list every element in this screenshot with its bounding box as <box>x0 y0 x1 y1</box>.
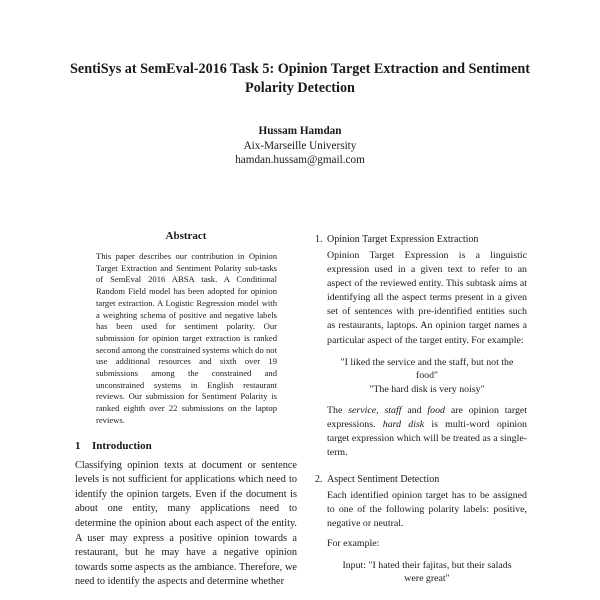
list-item-paragraph: Each identified opinion target has to be assigned to one of the following polarity labels: positive, negative or neutral. <box>327 490 527 530</box>
example-quote-2: "The hard disk is very noisy" <box>369 384 485 396</box>
introduction-text: Classifying opinion texts at document or sentence levels is not sufficient for applications which need to identify the opinion targets. Even if the document is about one entity, many applications need to determine the opinion about each aspect of the entity. A user may express a positive opinion towards a restaurant, but he may have a negative opinion towards some aspects as the ambiance. Therefore, we need to identify the aspects and determine whether <box>75 459 297 588</box>
author-block <box>150 124 450 168</box>
list-item-explanation: The service, staff and food are opinion target expressions. hard disk is multi-word opinion target expression which will be treated as a single-term. <box>327 404 528 459</box>
example-quotes <box>327 356 527 397</box>
list-item-heading-1 <box>315 233 527 246</box>
right-column <box>315 233 527 592</box>
example-quote-1: "I liked the service and the staff, but not the food" <box>340 356 514 382</box>
author-email: hamdan.hussam@gmail.com <box>235 154 365 166</box>
example-label: For example: <box>327 537 380 549</box>
list-item-title: Opinion Target Expression Extraction <box>327 234 479 245</box>
title-line-1: SentiSys at SemEval-2016 Task 5: Opinion Target Extraction and Sentiment <box>70 61 530 77</box>
left-column <box>75 230 297 590</box>
paper-title <box>60 60 540 98</box>
list-item-number: 2. <box>315 474 323 486</box>
list-item-heading-2 <box>315 473 527 486</box>
abstract-text: This paper describes our contribution in Opinion Target Extraction and Sentiment Polarity sub-tasks of SemEval 2016 ABSA task. A Conditional Random Field model has been adopted for opinion target extraction. A Logistic Regression model with a weighting schema of positive and negative labels has been used for sentiment polarity. Our submission for opinion target extraction is ranked second among the constrained systems which do not use additional resources and sixth over 19 submissions among the constrained and unconstrained systems in English restaurant reviews. Our submission for Sentiment Polarity is ranked eighth over 22 submissions on the laptop reviews. <box>96 251 277 425</box>
author-name: Hussam Hamdan <box>258 125 342 137</box>
list-item-title: Aspect Sentiment Detection <box>327 474 440 486</box>
section-number: 1 <box>75 439 81 452</box>
example-input: Input: "I hated their fajitas, but their salads were great" <box>342 559 512 585</box>
author-affiliation: Aix-Marseille University <box>243 139 357 152</box>
list-item-number: 1. <box>315 234 323 245</box>
abstract-heading: Abstract <box>165 230 207 242</box>
section-title: Introduction <box>92 439 152 452</box>
section-heading-introduction <box>75 440 297 452</box>
list-item-paragraph: Opinion Target Expression is a linguistic expression used in a given text to refer to an aspect of the reviewed entity. This subtask aims at identifying all the aspect terms present in a given set of sentences with pre-identified entities such as restaurants, laptops. An opinion target names a particular aspect of the target entity. For example: <box>327 250 527 346</box>
title-line-2: Polarity Detection <box>245 80 355 96</box>
